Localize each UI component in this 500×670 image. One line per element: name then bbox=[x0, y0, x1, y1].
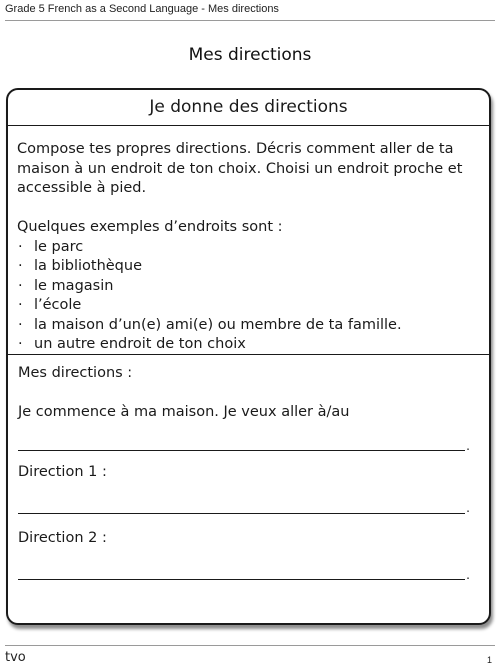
list-item bbox=[17, 277, 479, 297]
list-item-text: le parc bbox=[34, 238, 84, 255]
list-item-text: la maison d’un(e) ami(e) ou membre de ta famille. bbox=[34, 316, 402, 333]
document-header: Grade 5 French as a Second Language - Mes directions bbox=[5, 3, 279, 15]
bullet-icon: · bbox=[18, 238, 23, 255]
page-title: Mes directions bbox=[188, 45, 312, 65]
answer-section bbox=[8, 355, 489, 580]
list-item bbox=[17, 238, 479, 258]
answer-line-direction-1[interactable] bbox=[18, 513, 465, 514]
header-divider bbox=[5, 20, 495, 21]
list-item bbox=[17, 257, 479, 277]
instructions-section bbox=[8, 126, 489, 355]
footer-divider bbox=[5, 645, 495, 646]
examples-intro: Quelques exemples d’endroits sont : bbox=[17, 219, 283, 235]
bullet-icon: · bbox=[18, 258, 23, 274]
list-item bbox=[17, 335, 479, 355]
list-item-text: un autre endroit de ton choix bbox=[34, 336, 246, 352]
bullet-icon: · bbox=[18, 297, 23, 313]
tvo-logo: tvo bbox=[5, 650, 26, 665]
list-item bbox=[17, 316, 479, 336]
list-item-text: le magasin bbox=[34, 277, 114, 294]
direction-2-label: Direction 2 : bbox=[18, 529, 107, 546]
instructions-text: Compose tes propres directions. Décris comment aller de ta maison à un endroit de ton choix. Choisi un endroit proche et accessible à pied. bbox=[17, 141, 463, 196]
answer-line-direction-2[interactable] bbox=[18, 579, 465, 580]
examples-list bbox=[17, 238, 479, 355]
bullet-icon: · bbox=[18, 277, 23, 294]
page-number: 1 bbox=[486, 655, 492, 665]
bullet-icon: · bbox=[18, 316, 23, 333]
start-sentence: Je commence à ma maison. Je veux aller à/au bbox=[18, 403, 350, 420]
activity-card bbox=[6, 88, 491, 625]
list-item-text: l’école bbox=[34, 297, 82, 313]
direction-1-label: Direction 1 : bbox=[18, 464, 107, 480]
card-heading: Je donne des directions bbox=[8, 90, 489, 126]
answer-line-destination[interactable] bbox=[18, 450, 465, 451]
bullet-icon: · bbox=[18, 336, 23, 352]
list-item bbox=[17, 296, 479, 316]
list-item-text: la bibliothèque bbox=[34, 258, 142, 274]
answer-label: Mes directions : bbox=[18, 365, 133, 381]
